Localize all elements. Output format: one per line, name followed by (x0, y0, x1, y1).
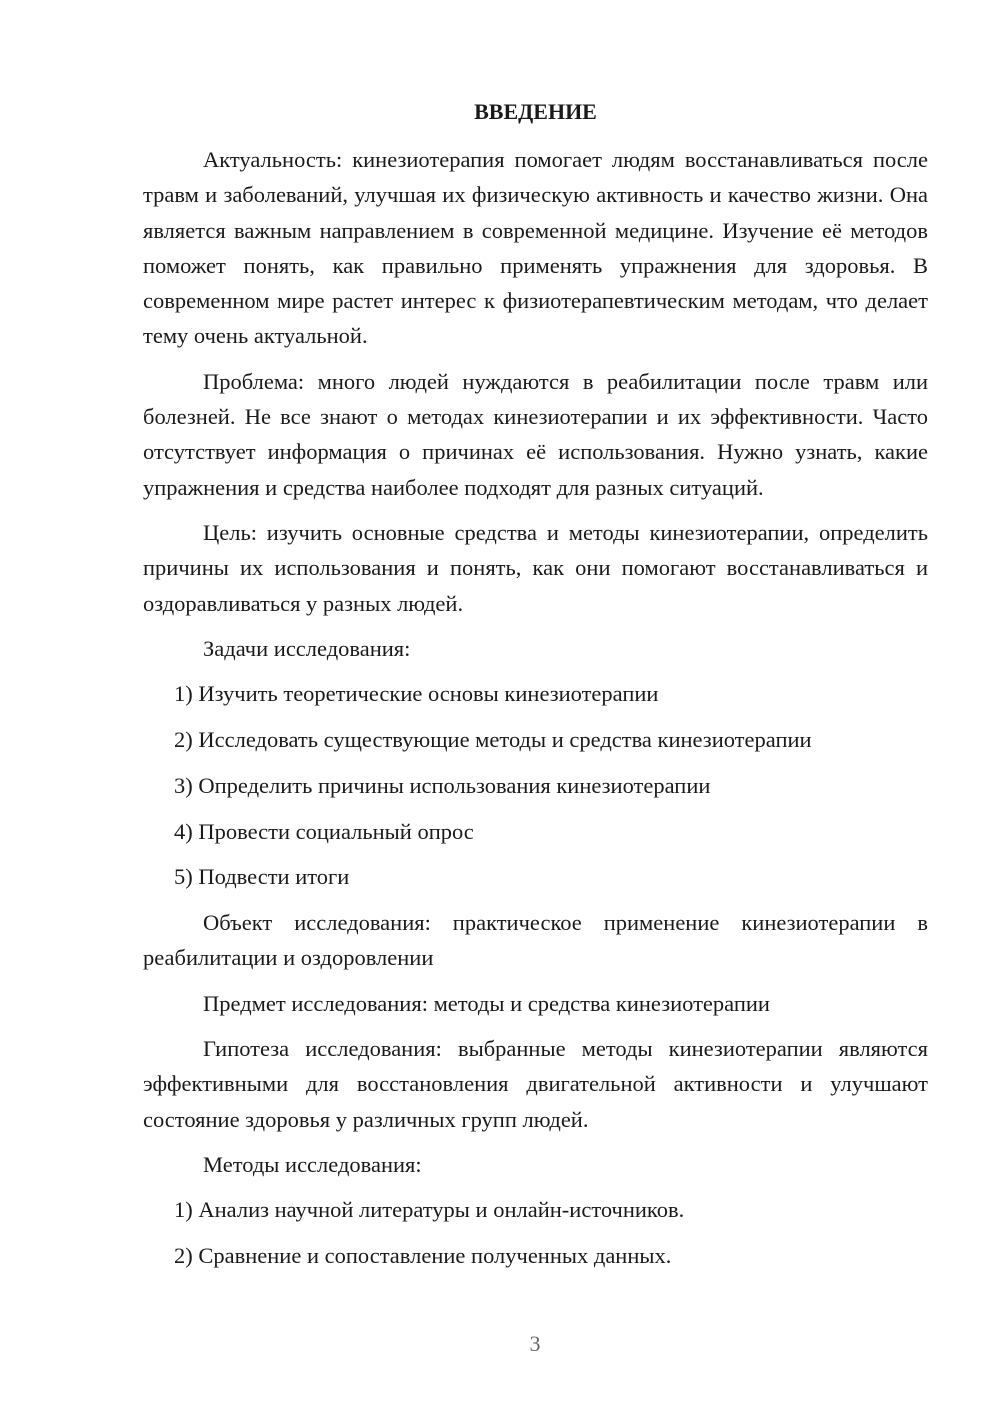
method-item-2: 2) Сравнение и сопоставление полученных данных. (174, 1243, 672, 1269)
goal-paragraph: Цель: изучить основные средства и методы кинезиотерапии, определить причины их использования и понять, как они помогают восстанавливаться и оздоравливаться у разных людей. (143, 519, 928, 616)
task-item-1: 1) Изучить теоретические основы кинезиотерапии (174, 681, 659, 707)
task-item-4: 4) Провести социальный опрос (174, 818, 474, 844)
subject-paragraph: Предмет исследования: методы и средства кинезиотерапии (203, 990, 770, 1016)
section-title: ВВЕДЕНИЕ (474, 99, 597, 124)
problem-paragraph: Проблема: много людей нуждаются в реабилитации после травм или болезней. Не все знают о методах кинезиотерапии и их эффективности. Часто отсутствует информация о причинах её использования. Нужно узнать, какие упражнения и средства наиболее подходят для разных ситуаций. (143, 368, 928, 500)
page-content (143, 94, 928, 1284)
task-item-5: 5) Подвести итоги (174, 864, 350, 890)
hypothesis-paragraph: Гипотеза исследования: выбранные методы кинезиотерапии являются эффективными для восстановления двигательной активности и улучшают состояние здоровья у различных групп людей. (143, 1036, 928, 1132)
task-item-2: 2) Исследовать существующие методы и средства кинезиотерапии (174, 726, 812, 752)
relevance-paragraph: Актуальность: кинезиотерапия помогает людям восстанавливаться после травм и заболеваний, улучшая их физическую активность и качество жизни. Она является важным направлением в современной медицине. Изучение её методов поможет понять, как правильно применять упражнения для здоровья. В современном мире растет интерес к физиотерапевтическим методам, что делает тему очень актуальной. (143, 147, 928, 349)
object-paragraph: Объект исследования: практическое применение кинезиотерапии в реабилитации и оздоровлении (143, 910, 928, 971)
task-item-3: 3) Определить причины использования кинезиотерапии (174, 772, 711, 798)
page-number: 3 (529, 1331, 541, 1356)
method-item-1: 1) Анализ научной литературы и онлайн-источников. (174, 1197, 685, 1223)
methods-heading: Методы исследования: (203, 1151, 422, 1177)
tasks-heading: Задачи исследования: (203, 635, 411, 661)
